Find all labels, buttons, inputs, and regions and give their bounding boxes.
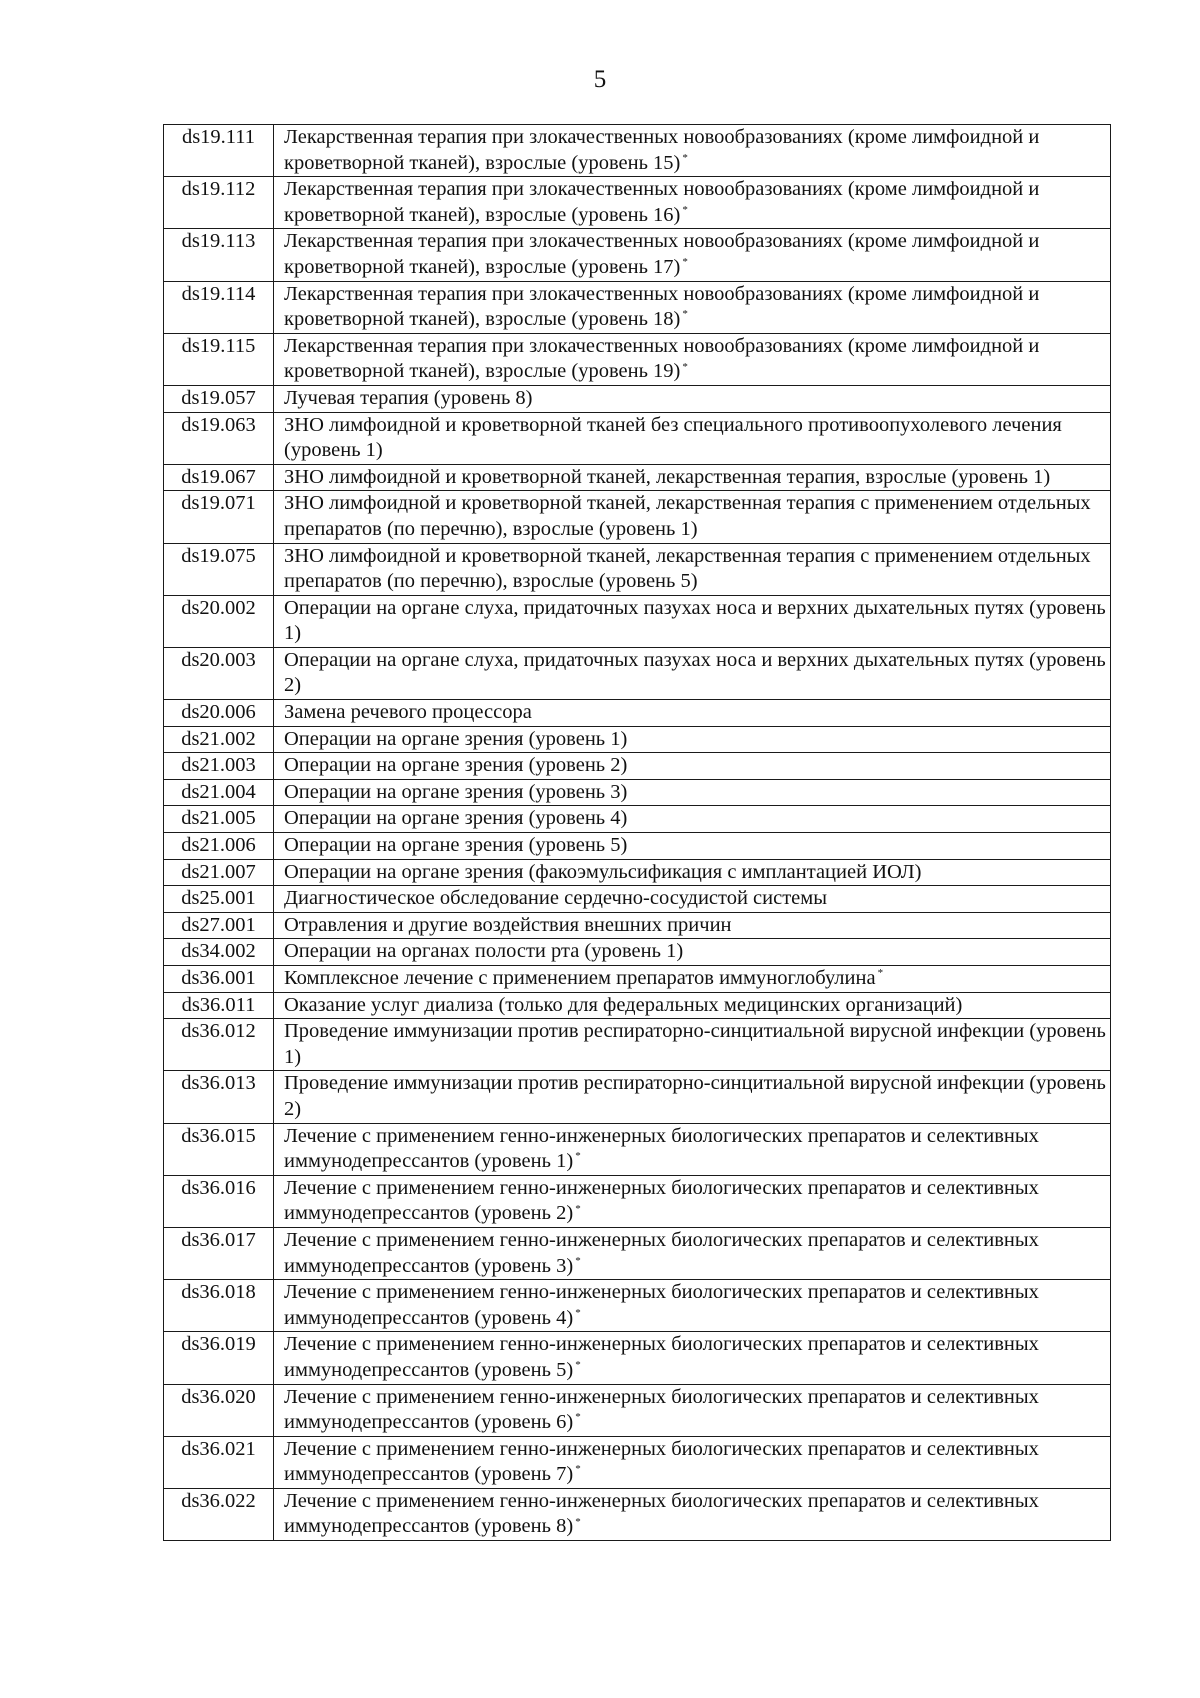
code-cell: ds21.007 bbox=[164, 859, 274, 886]
description-text: Операции на органе слуха, придаточных пазухах носа и верхних дыхательных путях (уровень 2) bbox=[284, 648, 1106, 697]
description-text: Операции на органах полости рта (уровень 1) bbox=[284, 940, 684, 963]
code-cell: ds19.057 bbox=[164, 385, 274, 412]
description-cell bbox=[274, 385, 1111, 412]
code-cell: ds36.018 bbox=[164, 1280, 274, 1332]
footnote-marker: * bbox=[575, 1359, 581, 1372]
description-text: Лечение с применением генно-инженерных биологических препаратов и селективных иммунодепрессантов (уровень 6) bbox=[284, 1385, 1039, 1434]
description-text: Лекарственная терапия при злокачественных новообразованиях (кроме лимфоидной и кроветворной тканей), взрослые (уровень 18) bbox=[284, 282, 1040, 331]
table-row bbox=[164, 177, 1111, 229]
code-cell: ds36.022 bbox=[164, 1488, 274, 1540]
code-cell: ds21.003 bbox=[164, 753, 274, 780]
code-cell: ds36.001 bbox=[164, 966, 274, 993]
table-row bbox=[164, 1227, 1111, 1279]
description-cell bbox=[274, 779, 1111, 806]
description-text: Лечение с применением генно-инженерных биологических препаратов и селективных иммунодепрессантов (уровень 8) bbox=[284, 1489, 1039, 1538]
table-row bbox=[164, 939, 1111, 966]
description-cell bbox=[274, 1227, 1111, 1279]
description-cell bbox=[274, 177, 1111, 229]
description-cell bbox=[274, 833, 1111, 860]
description-text: Лекарственная терапия при злокачественных новообразованиях (кроме лимфоидной и кроветворной тканей), взрослые (уровень 15) bbox=[284, 126, 1040, 174]
description-cell bbox=[274, 912, 1111, 939]
code-cell: ds27.001 bbox=[164, 912, 274, 939]
description-text: Операции на органе зрения (уровень 1) bbox=[284, 727, 628, 750]
table-row bbox=[164, 595, 1111, 647]
footnote-marker: * bbox=[682, 308, 688, 321]
description-text: Лекарственная терапия при злокачественных новообразованиях (кроме лимфоидной и кроветворной тканей), взрослые (уровень 19) bbox=[284, 334, 1040, 383]
description-text: Проведение иммунизации против респираторно-синцитиальной вирусной инфекции (уровень 1) bbox=[284, 1020, 1106, 1068]
code-cell: ds19.113 bbox=[164, 229, 274, 281]
description-cell bbox=[274, 859, 1111, 886]
footnote-marker: * bbox=[682, 203, 688, 216]
description-text: Операции на органе зрения (уровень 3) bbox=[284, 780, 628, 803]
footnote-marker: * bbox=[575, 1150, 581, 1163]
code-cell: ds19.114 bbox=[164, 281, 274, 333]
table-row bbox=[164, 464, 1111, 491]
code-cell: ds25.001 bbox=[164, 886, 274, 913]
table-row bbox=[164, 125, 1111, 177]
description-text: ЗНО лимфоидной и кроветворной тканей, лекарственная терапия с применением отдельных препаратов (по перечню), взрослые (уровень 1) bbox=[284, 492, 1091, 540]
description-cell bbox=[274, 700, 1111, 727]
codes-table bbox=[163, 124, 1111, 1541]
code-cell: ds36.020 bbox=[164, 1384, 274, 1436]
description-text: Операции на органе зрения (уровень 5) bbox=[284, 834, 628, 857]
footnote-marker: * bbox=[575, 1515, 581, 1528]
footnote-marker: * bbox=[575, 1411, 581, 1424]
description-text: Комплексное лечение с применением препаратов иммуноглобулина bbox=[284, 967, 876, 989]
code-cell: ds19.067 bbox=[164, 464, 274, 491]
code-cell: ds21.006 bbox=[164, 833, 274, 860]
footnote-marker: * bbox=[682, 360, 688, 373]
description-text: Отравления и другие воздействия внешних причин bbox=[284, 913, 732, 936]
codes-table-body bbox=[164, 125, 1111, 1541]
table-row bbox=[164, 833, 1111, 860]
table-row bbox=[164, 859, 1111, 886]
code-cell: ds19.075 bbox=[164, 543, 274, 595]
code-cell: ds20.003 bbox=[164, 647, 274, 699]
description-text: ЗНО лимфоидной и кроветворной тканей без специального противоопухолевого лечения (уровень 1) bbox=[284, 413, 1062, 462]
table-row bbox=[164, 1071, 1111, 1123]
code-cell: ds36.013 bbox=[164, 1071, 274, 1123]
table-row bbox=[164, 1280, 1111, 1332]
description-cell bbox=[274, 1175, 1111, 1227]
table-row bbox=[164, 1332, 1111, 1384]
description-cell bbox=[274, 543, 1111, 595]
description-text: Лечение с применением генно-инженерных биологических препаратов и селективных иммунодепрессантов (уровень 5) bbox=[284, 1333, 1039, 1381]
table-row bbox=[164, 912, 1111, 939]
table-row bbox=[164, 491, 1111, 543]
table-row bbox=[164, 1384, 1111, 1436]
description-cell bbox=[274, 595, 1111, 647]
code-cell: ds19.111 bbox=[164, 125, 274, 177]
description-text: Лечение с применением генно-инженерных биологических препаратов и селективных иммунодепрессантов (уровень 7) bbox=[284, 1437, 1039, 1486]
table-row bbox=[164, 543, 1111, 595]
code-cell: ds34.002 bbox=[164, 939, 274, 966]
footnote-marker: * bbox=[575, 1463, 581, 1476]
footnote-marker: * bbox=[877, 967, 884, 980]
description-cell bbox=[274, 992, 1111, 1019]
description-text: Лечение с применением генно-инженерных биологических препаратов и селективных иммунодепрессантов (уровень 1) bbox=[284, 1124, 1039, 1173]
table-row bbox=[164, 1436, 1111, 1488]
description-cell bbox=[274, 1384, 1111, 1436]
description-text: Операции на органе зрения (уровень 4) bbox=[284, 807, 628, 830]
table-row bbox=[164, 1175, 1111, 1227]
table-row bbox=[164, 700, 1111, 727]
description-text: ЗНО лимфоидной и кроветворной тканей, лекарственная терапия с применением отдельных препаратов (по перечню), взрослые (уровень 5) bbox=[284, 544, 1091, 593]
table-row bbox=[164, 229, 1111, 281]
table-row bbox=[164, 412, 1111, 464]
description-cell bbox=[274, 1123, 1111, 1175]
description-cell bbox=[274, 1332, 1111, 1384]
code-cell: ds19.071 bbox=[164, 491, 274, 543]
code-cell: ds21.005 bbox=[164, 806, 274, 833]
description-text: Диагностическое обследование сердечно-сосудистой системы bbox=[284, 887, 828, 910]
table-row bbox=[164, 333, 1111, 385]
code-cell: ds36.012 bbox=[164, 1019, 274, 1071]
code-cell: ds21.002 bbox=[164, 726, 274, 753]
description-cell bbox=[274, 1071, 1111, 1123]
description-cell bbox=[274, 647, 1111, 699]
table-row bbox=[164, 779, 1111, 806]
footnote-marker: * bbox=[575, 1306, 581, 1319]
description-cell bbox=[274, 229, 1111, 281]
code-cell: ds36.021 bbox=[164, 1436, 274, 1488]
description-cell bbox=[274, 464, 1111, 491]
description-text: Операции на органе зрения (уровень 2) bbox=[284, 754, 628, 777]
description-cell bbox=[274, 1488, 1111, 1540]
footnote-marker: * bbox=[575, 1254, 581, 1267]
description-cell bbox=[274, 491, 1111, 543]
description-cell bbox=[274, 412, 1111, 464]
description-text: Лечение с применением генно-инженерных биологических препаратов и селективных иммунодепрессантов (уровень 3) bbox=[284, 1228, 1039, 1277]
page-number: 5 bbox=[593, 66, 607, 93]
code-cell: ds36.019 bbox=[164, 1332, 274, 1384]
table-row bbox=[164, 753, 1111, 780]
description-text: Лечение с применением генно-инженерных биологических препаратов и селективных иммунодепрессантов (уровень 2) bbox=[284, 1176, 1039, 1225]
description-text: Замена речевого процессора bbox=[284, 701, 532, 724]
footnote-marker: * bbox=[682, 151, 688, 164]
code-cell: ds19.063 bbox=[164, 412, 274, 464]
code-cell: ds20.002 bbox=[164, 595, 274, 647]
description-text: Операции на органе слуха, придаточных пазухах носа и верхних дыхательных путях (уровень 1) bbox=[284, 596, 1106, 645]
table-row bbox=[164, 1488, 1111, 1540]
table-row bbox=[164, 647, 1111, 699]
description-cell bbox=[274, 125, 1111, 177]
table-row bbox=[164, 281, 1111, 333]
description-cell bbox=[274, 886, 1111, 913]
description-cell bbox=[274, 333, 1111, 385]
table-row bbox=[164, 992, 1111, 1019]
description-cell bbox=[274, 753, 1111, 780]
table-row bbox=[164, 886, 1111, 913]
description-cell bbox=[274, 726, 1111, 753]
description-cell bbox=[274, 1436, 1111, 1488]
description-cell bbox=[274, 939, 1111, 966]
footnote-marker: * bbox=[575, 1202, 581, 1215]
description-cell bbox=[274, 1019, 1111, 1071]
code-cell: ds36.015 bbox=[164, 1123, 274, 1175]
footnote-marker: * bbox=[682, 256, 688, 269]
code-cell: ds21.004 bbox=[164, 779, 274, 806]
description-text: Оказание услуг диализа (только для федеральных медицинских организаций) bbox=[284, 993, 963, 1016]
table-row bbox=[164, 966, 1111, 993]
table-row bbox=[164, 1019, 1111, 1071]
description-cell bbox=[274, 1280, 1111, 1332]
description-text: Лечение с применением генно-инженерных биологических препаратов и селективных иммунодепрессантов (уровень 4) bbox=[284, 1281, 1039, 1329]
table-row bbox=[164, 806, 1111, 833]
code-cell: ds19.115 bbox=[164, 333, 274, 385]
code-cell: ds36.016 bbox=[164, 1175, 274, 1227]
description-cell bbox=[274, 806, 1111, 833]
description-cell bbox=[274, 281, 1111, 333]
description-cell bbox=[274, 966, 1111, 993]
table-row bbox=[164, 726, 1111, 753]
table-row bbox=[164, 385, 1111, 412]
description-text: Операции на органе зрения (факоэмульсификация с имплантацией ИОЛ) bbox=[284, 860, 922, 883]
table-row bbox=[164, 1123, 1111, 1175]
code-cell: ds36.017 bbox=[164, 1227, 274, 1279]
code-cell: ds36.011 bbox=[164, 992, 274, 1019]
description-text: Лекарственная терапия при злокачественных новообразованиях (кроме лимфоидной и кроветворной тканей), взрослые (уровень 17) bbox=[284, 230, 1040, 278]
code-cell: ds20.006 bbox=[164, 700, 274, 727]
code-cell: ds19.112 bbox=[164, 177, 274, 229]
description-text: ЗНО лимфоидной и кроветворной тканей, лекарственная терапия, взрослые (уровень 1) bbox=[284, 465, 1051, 488]
description-text: Проведение иммунизации против респираторно-синцитиальной вирусной инфекции (уровень 2) bbox=[284, 1072, 1106, 1120]
description-text: Лекарственная терапия при злокачественных новообразованиях (кроме лимфоидной и кроветворной тканей), взрослые (уровень 16) bbox=[284, 178, 1040, 226]
description-text: Лучевая терапия (уровень 8) bbox=[284, 386, 533, 409]
